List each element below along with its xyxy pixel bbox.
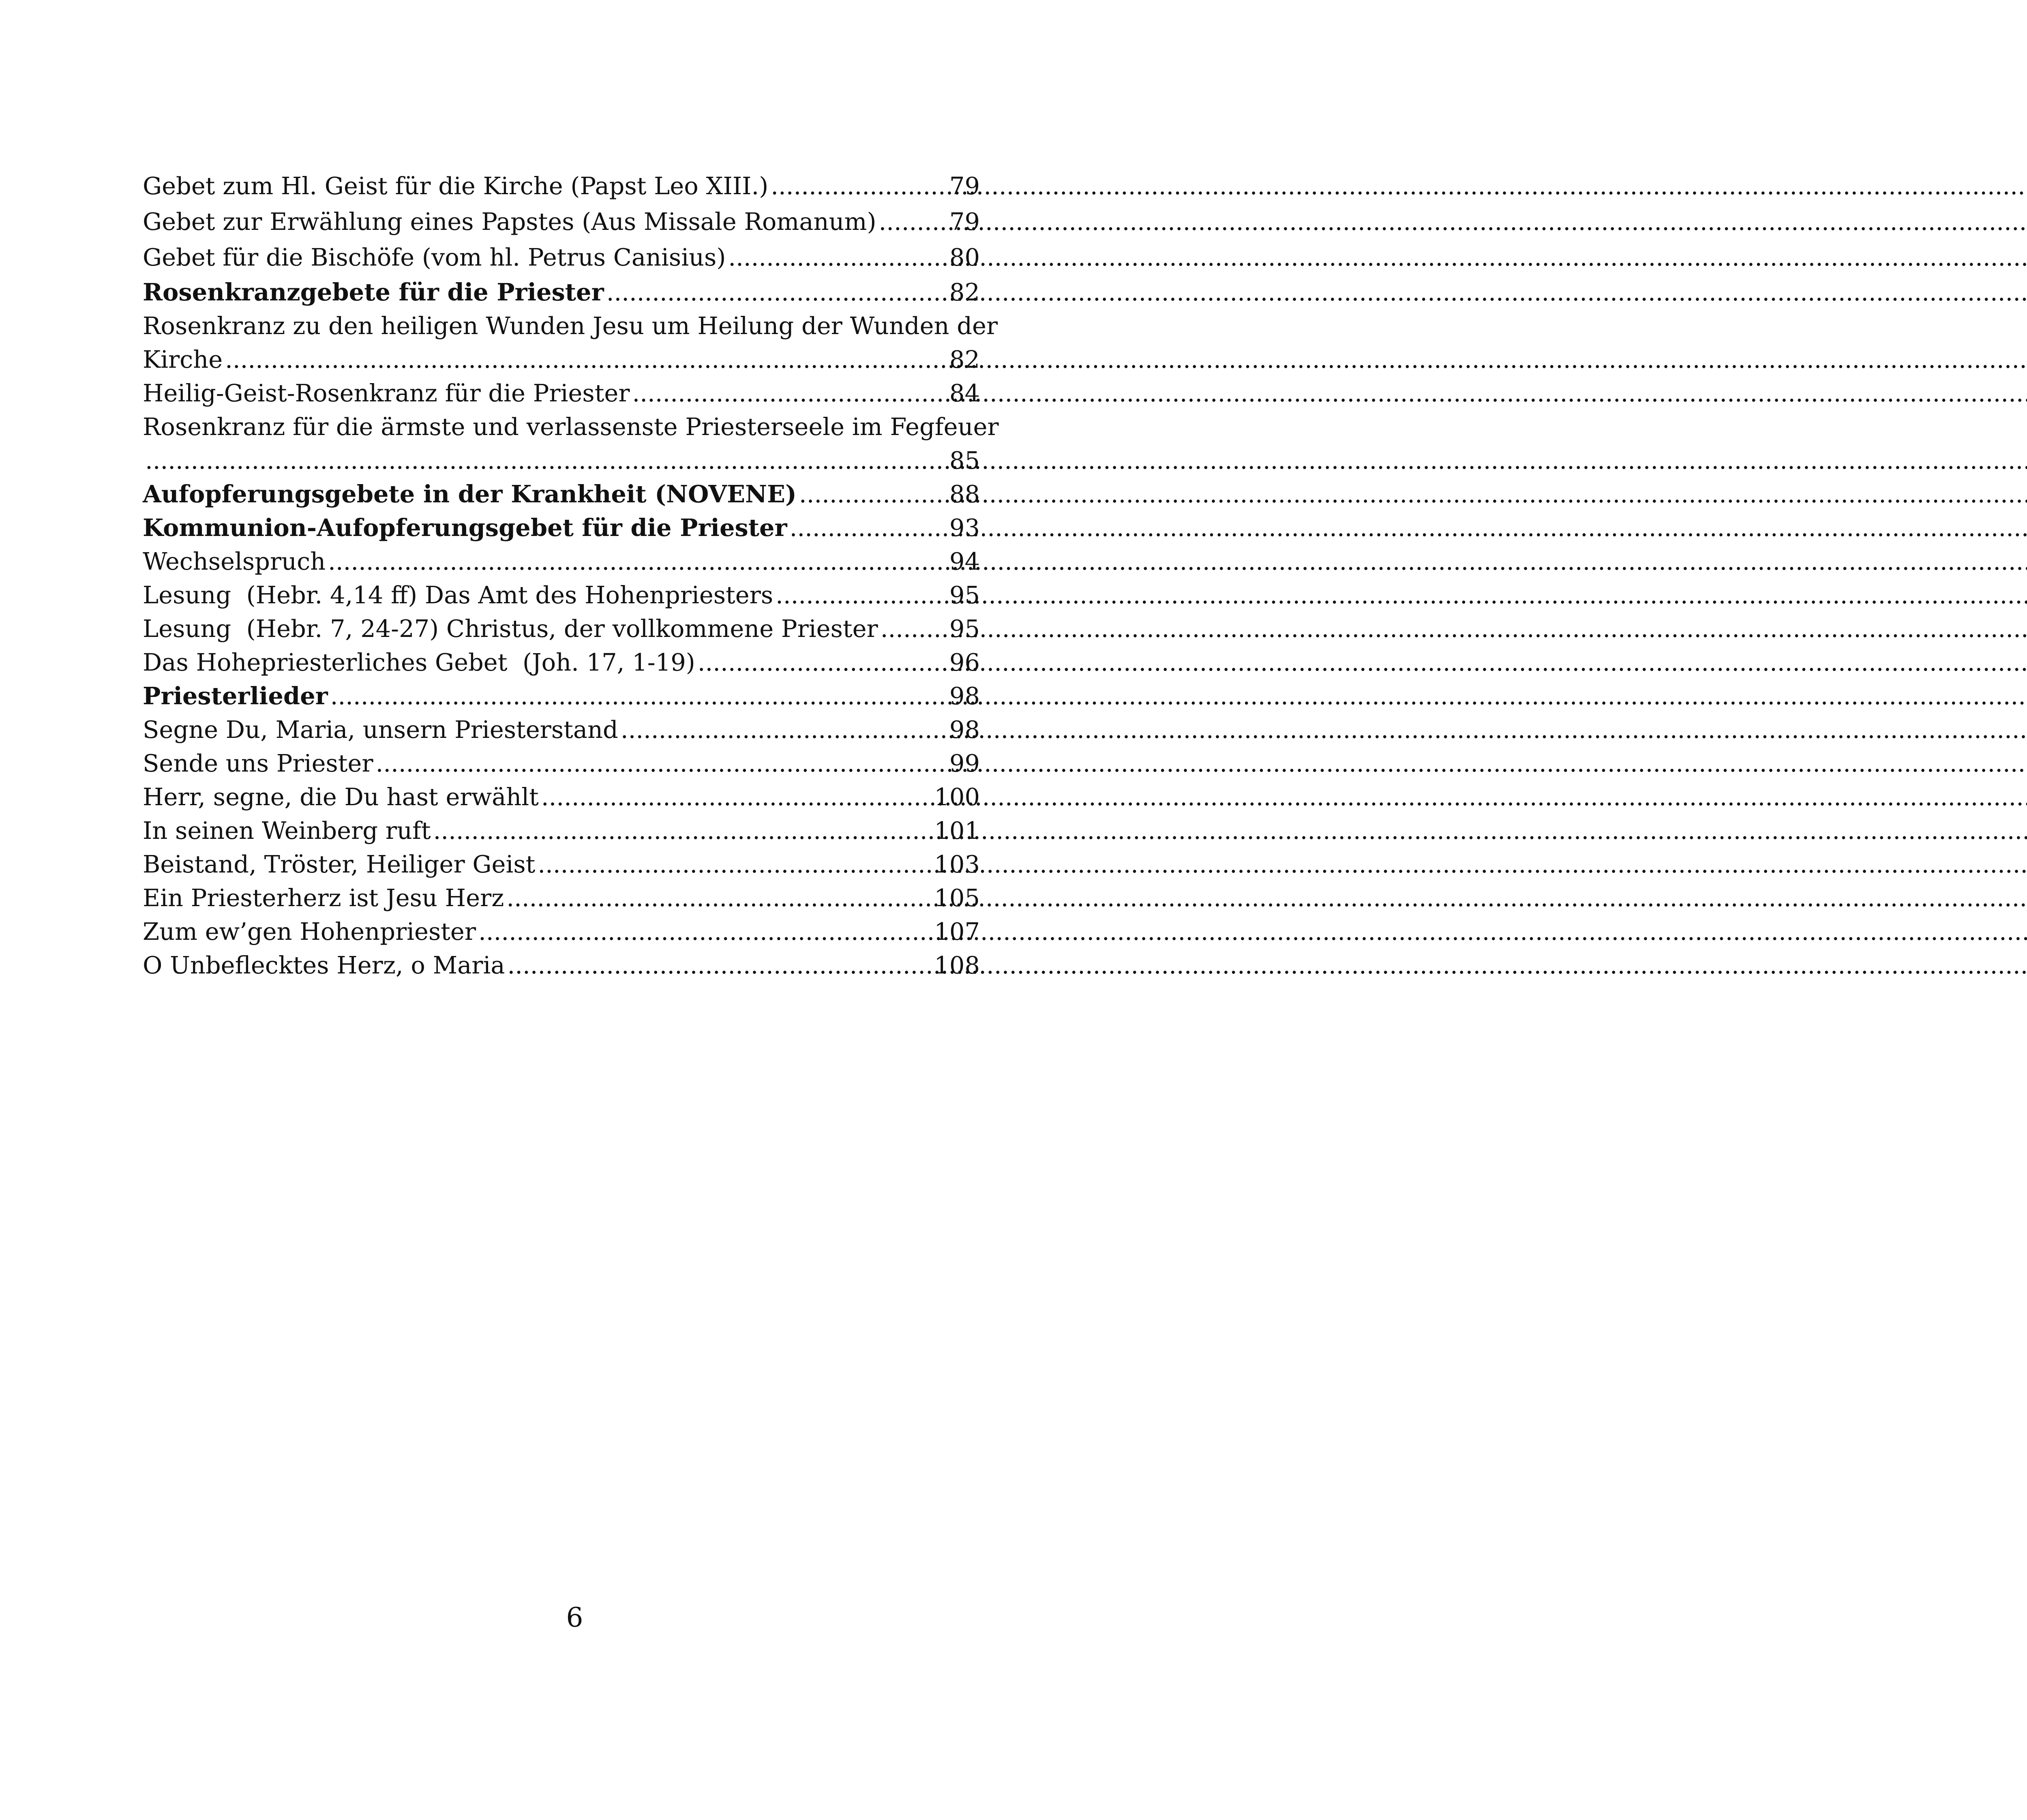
toc-entry-title: Lesung (Hebr. 7, 24-27) Christus, der vollkommene Priester (143, 615, 878, 643)
toc-entry-page: 99 (949, 749, 980, 777)
dot-leader (776, 578, 947, 612)
toc-section-heading (143, 275, 980, 309)
toc-entry (143, 168, 980, 204)
dot-leader (328, 544, 947, 578)
toc-entry-title: Sende uns Priester (143, 749, 373, 777)
toc-entry (143, 309, 998, 376)
toc-entry (143, 881, 980, 915)
dot-leader (145, 444, 947, 477)
dot-leader (698, 645, 947, 679)
toc-entry-page: 84 (949, 379, 980, 407)
dot-leader (225, 343, 947, 376)
table-of-contents (143, 168, 999, 982)
toc-entry-title: Rosenkranzgebete für die Priester (143, 278, 604, 306)
toc-entry (143, 948, 980, 982)
toc-entry-title: Zum ew’gen Hohenpriester (143, 918, 476, 945)
toc-entry-page: 95 (949, 581, 980, 609)
toc-section-heading (143, 511, 980, 544)
toc-entry-page: 82 (949, 278, 980, 306)
toc-entry-page: 94 (949, 547, 980, 575)
toc-entry-title-wrapped: Rosenkranz für die ärmste und verlassenste Priesterseele im Fegfeuer (143, 413, 999, 441)
toc-entry-title: Kirche (143, 345, 223, 373)
dot-leader (541, 780, 932, 814)
toc-entry-page: 100 (934, 783, 980, 811)
toc-entry-page: 88 (949, 480, 980, 508)
toc-entry-title-line1 (143, 309, 998, 343)
toc-entry-title: Wechselspruch (143, 547, 326, 575)
toc-section-heading (143, 679, 980, 713)
dot-leader (606, 275, 947, 309)
toc-entry (143, 376, 980, 410)
toc-entry-title: Gebet zum Hl. Geist für die Kirche (Papst Leo XIII.) (143, 172, 769, 200)
toc-entry-title: Priesterlieder (143, 682, 328, 710)
toc-entry-page: 79 (949, 172, 980, 200)
dot-leader (621, 713, 947, 746)
dot-leader (508, 948, 932, 982)
toc-section-heading (143, 477, 980, 511)
toc-entry-title: Kommunion-Aufopferungsgebet für die Priester (143, 514, 787, 542)
toc-entry (143, 814, 980, 847)
toc-entry-title: Ein Priesterherz ist Jesu Herz (143, 884, 504, 912)
dot-leader (881, 612, 947, 645)
toc-entry-page: 101 (934, 817, 980, 845)
dot-leader (433, 814, 932, 847)
dot-leader (632, 376, 947, 410)
toc-entry (143, 915, 980, 948)
toc-entry-title: Gebet für die Bischöfe (vom hl. Petrus Canisius) (143, 243, 726, 271)
toc-entry-title: Beistand, Tröster, Heiliger Geist (143, 850, 536, 878)
dot-leader (376, 746, 947, 780)
toc-entry-page: 93 (949, 514, 980, 542)
toc-entry (143, 204, 980, 240)
dot-leader (478, 915, 932, 948)
toc-entry-title: Aufopferungsgebete in der Krankheit (NOVENE) (143, 480, 797, 508)
dot-leader (330, 679, 947, 713)
toc-entry-title: Heilig-Geist-Rosenkranz für die Priester (143, 379, 630, 407)
dot-leader (790, 511, 947, 544)
dot-leader (879, 204, 947, 240)
toc-entry (143, 612, 980, 645)
toc-entry-page: 85 (949, 446, 980, 474)
toc-entry (143, 746, 980, 780)
toc-entry-page: 107 (934, 918, 980, 945)
toc-entry-title: Gebet zur Erwählung eines Papstes (Aus Missale Romanum) (143, 208, 876, 236)
toc-entry-page: 80 (949, 243, 980, 271)
toc-entry-page: 98 (949, 682, 980, 710)
toc-entry-title: Das Hohepriesterliches Gebet (Joh. 17, 1-19) (143, 648, 695, 676)
toc-entry (143, 410, 999, 477)
toc-entry (143, 847, 980, 881)
toc-entry-page: 103 (934, 850, 980, 878)
toc-entry (143, 780, 980, 814)
toc-entry-title: O Unbeflecktes Herz, o Maria (143, 951, 505, 979)
toc-entry-title-line1 (143, 410, 999, 444)
toc-entry-page: 108 (934, 951, 980, 979)
page-number: 6 (566, 1602, 583, 1633)
dot-leader (506, 881, 932, 915)
toc-entry-title: Herr, segne, die Du hast erwählt (143, 783, 539, 811)
toc-entry-page: 82 (949, 345, 980, 373)
dot-leader (799, 477, 947, 511)
toc-entry-title: In seinen Weinberg ruft (143, 817, 431, 845)
toc-entry (143, 645, 980, 679)
toc-entry (143, 578, 980, 612)
toc-entry-page: 79 (949, 208, 980, 236)
toc-entry-page: 105 (934, 884, 980, 912)
dot-leader (728, 240, 947, 275)
toc-entry (143, 544, 980, 578)
toc-entry (143, 240, 980, 275)
dot-leader (538, 847, 932, 881)
toc-entry-title-wrapped: Rosenkranz zu den heiligen Wunden Jesu um Heilung der Wunden der (143, 312, 998, 340)
toc-entry-page: 98 (949, 716, 980, 744)
toc-entry-page: 95 (949, 615, 980, 643)
dot-leader (771, 168, 947, 204)
toc-entry (143, 713, 980, 746)
toc-entry-title: Segne Du, Maria, unsern Priesterstand (143, 716, 618, 744)
toc-entry-title: Lesung (Hebr. 4,14 ff) Das Amt des Hohenpriesters (143, 581, 774, 609)
toc-entry-page: 96 (949, 648, 980, 676)
